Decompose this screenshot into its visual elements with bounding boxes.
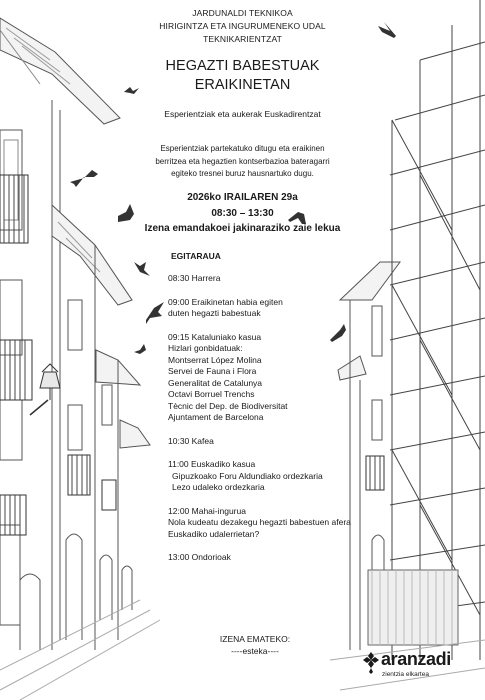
registration-label: IZENA EMATEKO: [219, 634, 291, 644]
program-line: Hizlari gonbidatuak: [168, 343, 243, 353]
program-line: Ajuntament de Barcelona [168, 412, 264, 422]
description-line: Esperientziak partekatuko ditugu eta eraikinen [160, 144, 325, 153]
program-item [168, 436, 358, 448]
program-line: Gipuzkoako Foru Aldundiako ordezkaria [172, 470, 323, 481]
description-line: berritzea eta hegaztien kontserbazioa bateragarri [155, 156, 330, 166]
event-location: Izena emandakoei jakinaraziko zaie lekua [144, 223, 341, 234]
header-line: JARDUNALDI TEKNIKOA [192, 8, 293, 18]
subtitle: Esperientziak eta aukerak Euskadirentzat [164, 109, 321, 119]
event-details [0, 190, 485, 237]
program-line: Tècnic del Dep. de Biodiversitat [168, 400, 288, 411]
event-time: 08:30 – 13:30 [211, 207, 274, 219]
title-line: HEGAZTI BABESTUAK [165, 58, 320, 74]
logo-name: aranzadi [381, 649, 451, 669]
program-heading: EGITARAUA [171, 251, 221, 261]
program-line: 11:00 Euskadiko kasua [168, 459, 256, 469]
program [168, 251, 358, 576]
header-line: TEKNIKARIENTZAT [203, 34, 282, 44]
aranzadi-logo-icon [362, 651, 380, 675]
program-line: Generalitat de Catalunya [168, 377, 263, 388]
program-item [168, 273, 358, 285]
program-line: Nola kudeatu dezakegu hegazti babestuen afera [168, 517, 351, 527]
event-type-header [0, 7, 485, 46]
page-title [0, 57, 485, 95]
logo-tagline: zientzia elkartea [382, 671, 429, 678]
program-item [168, 552, 358, 564]
program-line: Euskadiko udalerrietan? [168, 528, 260, 539]
registration-link[interactable]: ----esteka---- [231, 646, 279, 656]
event-description [0, 143, 485, 181]
header-line: HIRIGINTZA ETA INGURUMENEKO UDAL [159, 21, 326, 31]
registration [190, 633, 320, 657]
program-line: 09:00 Eraikinetan habia egiten [168, 296, 283, 307]
event-date: 2026ko IRAILAREN 29a [187, 192, 298, 203]
title-line: ERAIKINETAN [194, 77, 291, 93]
program-line: 12:00 Mahai-ingurua [168, 505, 246, 516]
left-buildings-sketch [0, 18, 160, 700]
program-line: duten hegazti babestuak [168, 308, 261, 318]
program-item [168, 506, 358, 541]
program-item [168, 297, 358, 320]
description-line: egiteko tresnei buruz hausnartuko dugu. [171, 169, 314, 178]
program-line: 10:30 Kafea [168, 435, 214, 446]
program-item [168, 459, 358, 494]
program-line: 08:30 Harrera [168, 273, 221, 283]
program-line: 13:00 Ondorioak [168, 552, 231, 562]
program-line: Octavi Borruel Trenchs [168, 389, 255, 399]
program-line: Servei de Fauna i Flora [168, 366, 257, 376]
program-line: Lezo udaleko ordezkaria [172, 482, 265, 492]
aranzadi-logo [362, 649, 462, 683]
program-item [168, 332, 358, 424]
program-line: 09:15 Kataluniako kasua [168, 331, 262, 342]
program-line: Montserrat López Molina [168, 354, 262, 365]
